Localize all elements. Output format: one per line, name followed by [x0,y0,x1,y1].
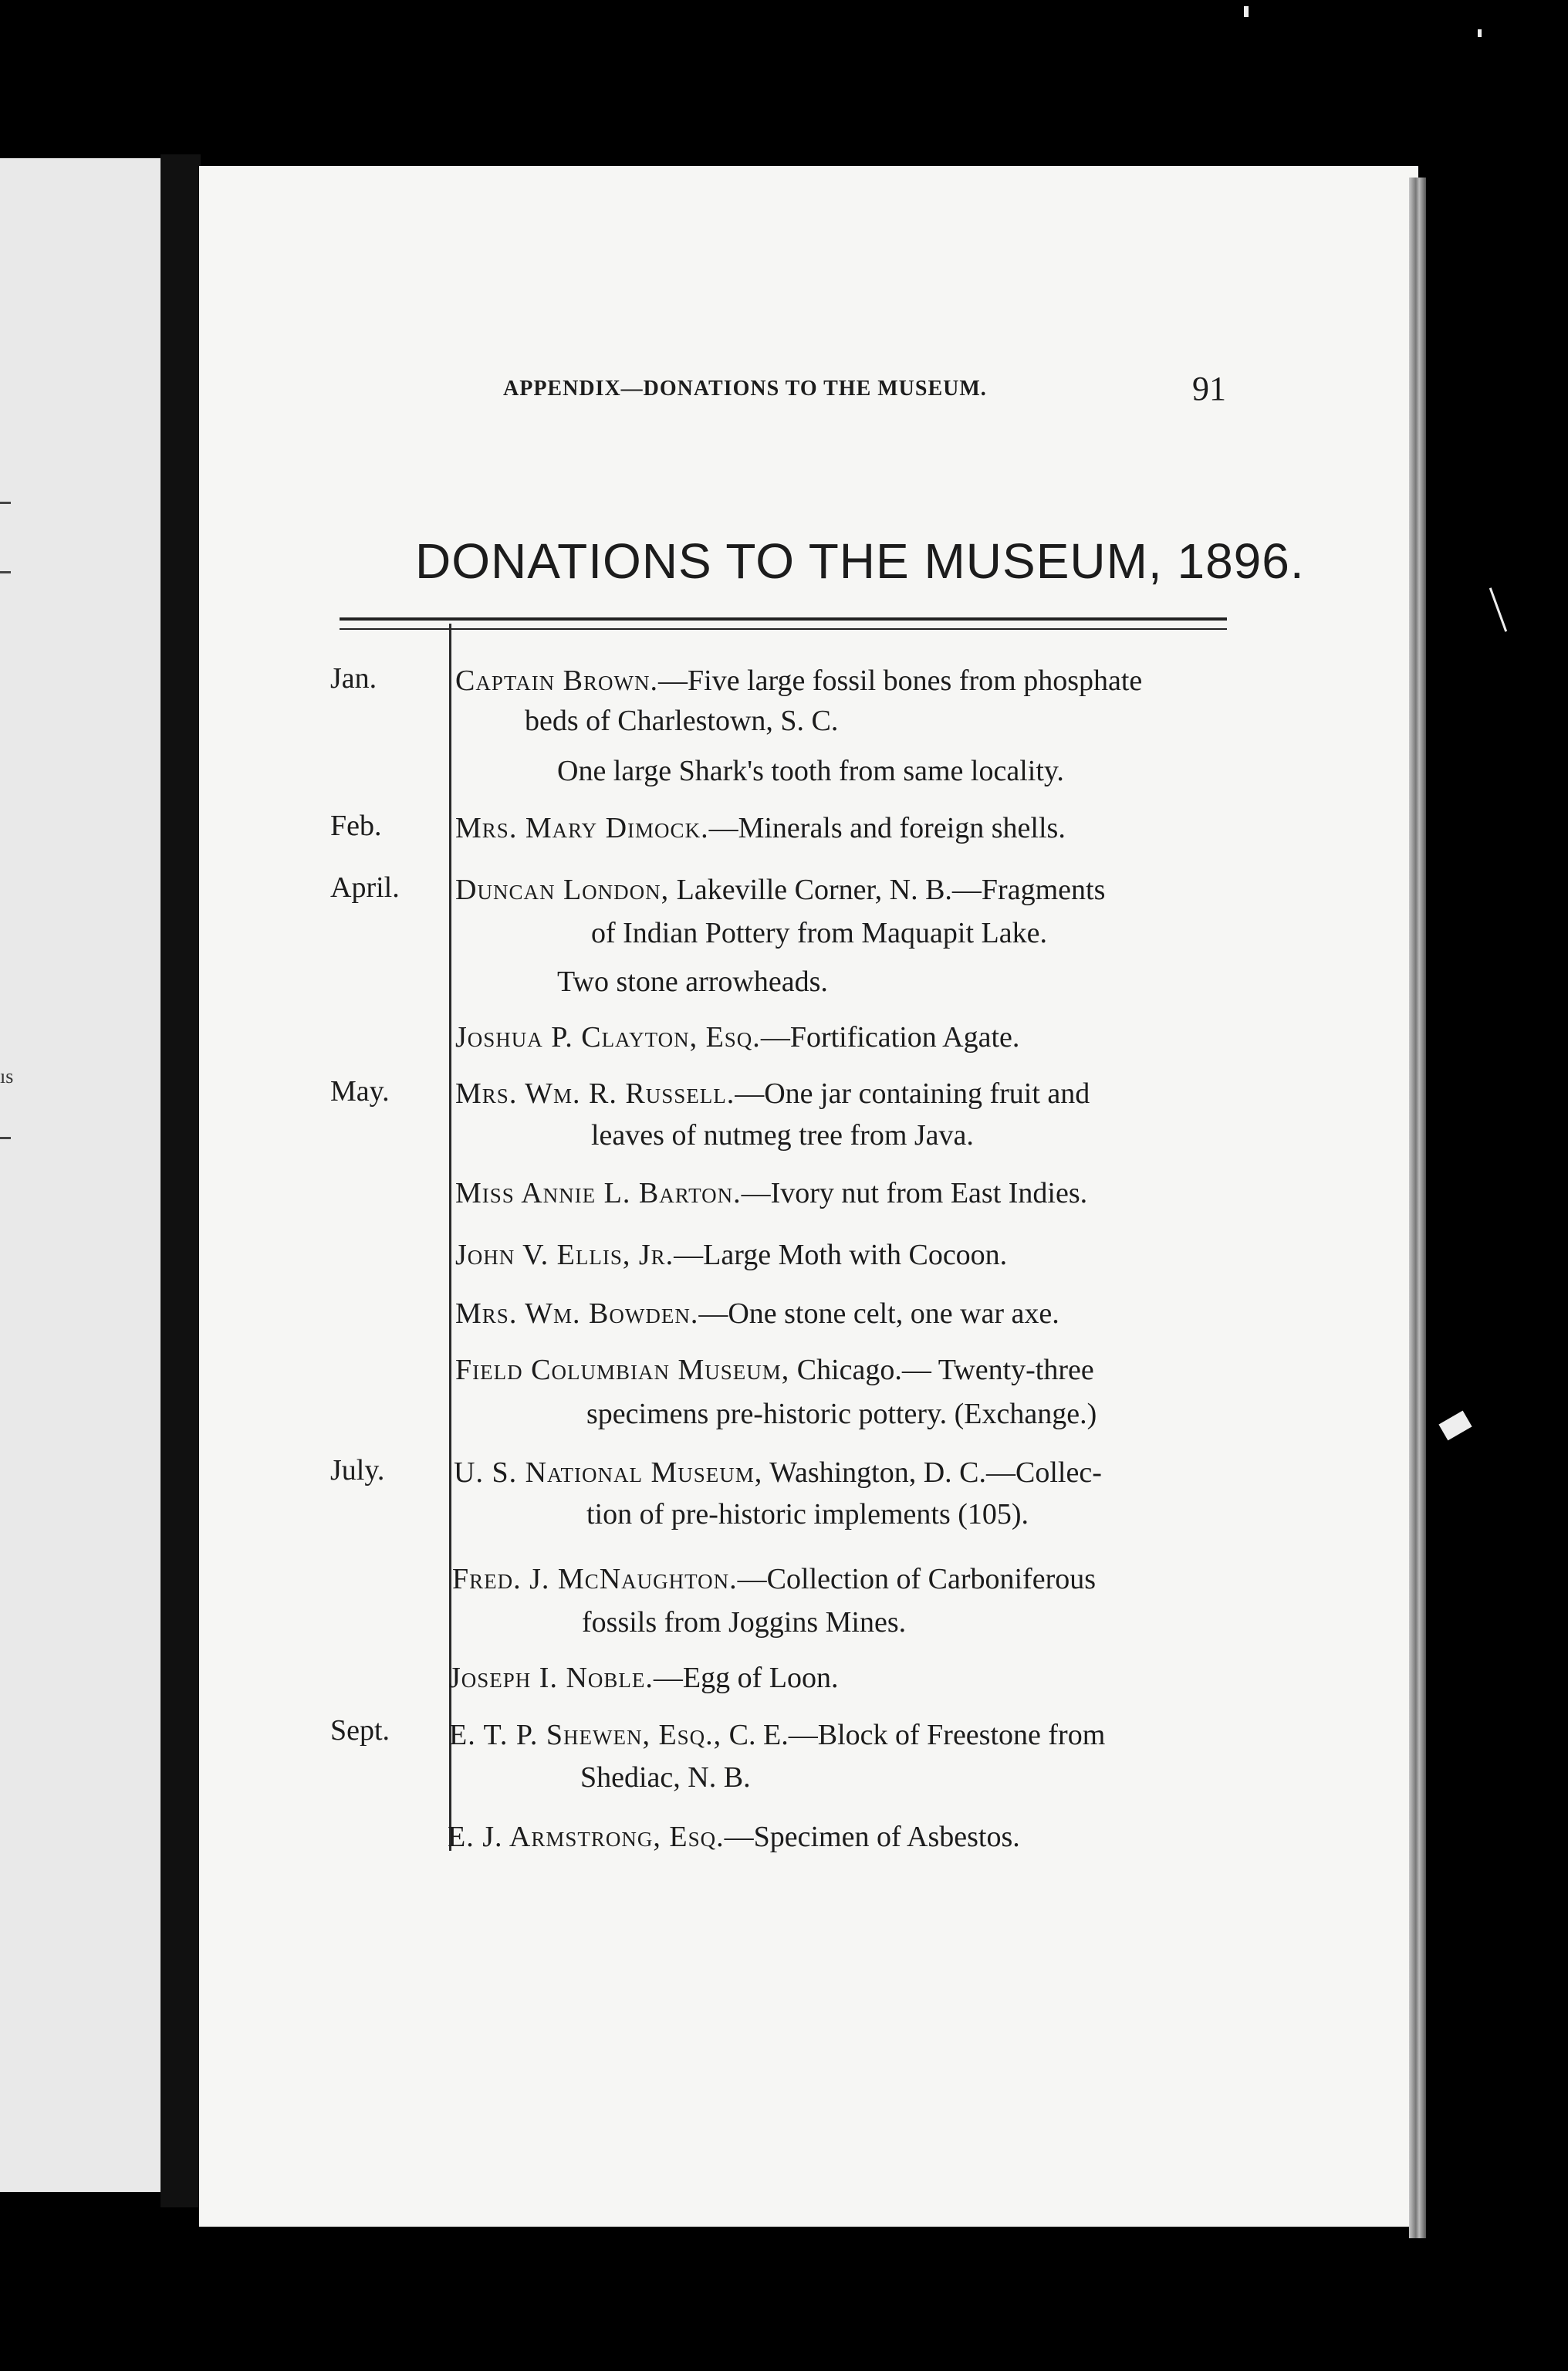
scan-speck [1244,6,1249,17]
month-label: May. [330,1075,390,1108]
donation-text: —One stone celt, one war axe. [698,1297,1059,1330]
donor-name: Joseph I. Noble. [449,1662,654,1694]
donation-entry [454,1456,1102,1490]
donor-name: E. T. P. Shewen, Esq., [449,1719,722,1751]
donation-continuation: Shediac, N. B. [580,1761,751,1794]
month-label: Jan. [330,662,377,695]
scan-speck [1478,29,1482,37]
donation-text: —Fortification Agate. [760,1021,1020,1054]
donation-continuation: leaves of nutmeg tree from Java. [591,1119,974,1152]
donation-entry [449,1718,1105,1752]
donation-entry [455,811,1066,845]
donation-continuation: specimens pre-historic pottery. (Exchange.) [586,1398,1097,1430]
donor-name: Miss Annie L. Barton. [455,1177,742,1209]
donor-name: E. J. Armstrong, Esq. [448,1821,725,1853]
month-label: Feb. [330,810,382,842]
donation-continuation: fossils from Joggins Mines. [582,1606,907,1639]
margin-mark [0,502,11,504]
facing-page-edge [0,158,161,2192]
donation-entry [455,873,1105,907]
donation-continuation: beds of Charlestown, S. C. [525,705,839,737]
donation-text: —Five large fossil bones from phosphate [658,665,1143,697]
donor-name: Captain Brown. [455,665,659,697]
donation-entry [455,1353,1094,1387]
book-gutter [161,154,201,2207]
donation-entry [452,1562,1096,1596]
donation-text: —One jar containing fruit and [735,1077,1090,1110]
donor-name: John V. Ellis, Jr. [455,1239,674,1271]
donor-name: Field Columbian Museum, [455,1354,790,1386]
margin-mark [0,1137,11,1139]
donation-continuation: of Indian Pottery from Maquapit Lake. [591,917,1047,949]
donor-name: Joshua P. Clayton, Esq. [455,1021,761,1054]
donation-entry [455,1176,1087,1210]
donation-entry [448,1820,1020,1854]
donation-entry [455,664,1142,698]
donor-name: Mrs. Mary Dimock. [455,812,709,844]
donation-text: —Minerals and foreign shells. [708,812,1066,844]
donation-text: Washington, D. C.—Collec- [762,1456,1102,1489]
facing-page-fragment: ıs [0,1065,14,1087]
donor-name: Fred. J. McNaughton. [452,1563,738,1595]
donation-text: —Large Moth with Cocoon. [674,1239,1008,1271]
donation-entry [455,1297,1059,1331]
page-number: 91 [1192,370,1226,408]
donor-name: Duncan London, [455,874,670,906]
margin-mark [0,571,11,573]
title-rule-thin [340,628,1227,630]
page-title: DONATIONS TO THE MUSEUM, 1896. [415,533,1305,589]
scan-speck [1489,587,1507,631]
donor-name: Mrs. Wm. R. Russell. [455,1077,735,1110]
donation-entry [449,1661,838,1695]
scan-speck [1438,1411,1472,1441]
donation-text: —Collection of Carboniferous [737,1563,1097,1595]
donation-text: Lakeville Corner, N. B.—Fragments [669,874,1106,906]
donation-text: —Ivory nut from East Indies. [741,1177,1088,1209]
donation-extra: One large Shark's tooth from same locality. [557,755,1064,787]
donation-text: —Specimen of Asbestos. [724,1821,1020,1853]
month-label: April. [330,871,400,904]
title-rule-thick [340,617,1227,621]
month-label: Sept. [330,1714,390,1747]
donation-entry [455,1077,1090,1111]
donor-name: Mrs. Wm. Bowden. [455,1297,699,1330]
donation-text: Chicago.— Twenty-three [789,1354,1094,1386]
donation-entry [455,1020,1019,1054]
donation-entry [455,1238,1007,1272]
donation-text: —Egg of Loon. [653,1662,839,1694]
month-label: July. [330,1454,385,1487]
donor-name: U. S. National Museum, [454,1456,763,1489]
running-head: APPENDIX—DONATIONS TO THE MUSEUM. [503,377,987,401]
donation-text: C. E.—Block of Freestone from [721,1719,1106,1751]
page-edge [1409,178,1426,2238]
donation-extra: Two stone arrowheads. [557,966,828,998]
donation-continuation: tion of pre-historic implements (105). [586,1498,1029,1530]
